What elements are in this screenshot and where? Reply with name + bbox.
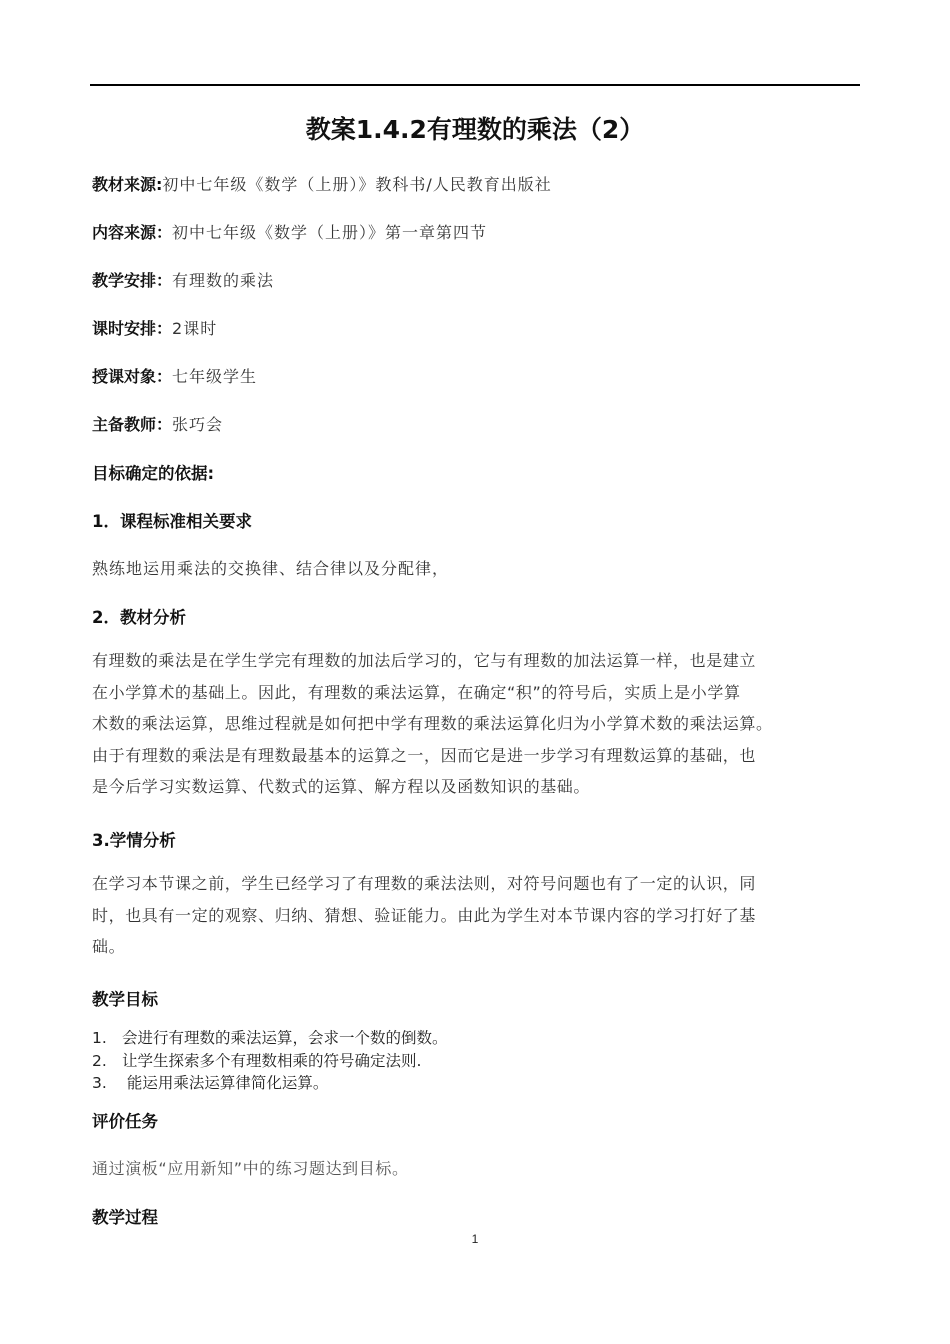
list-item: [92, 1027, 448, 1050]
list-item: [92, 1072, 448, 1095]
paragraph-line: 是今后学习实数运算、代数式的运算、解方程以及函数知识的基础。: [92, 777, 591, 796]
meta-label: 授课对象：: [92, 367, 173, 386]
paragraph-line: 术数的乘法运算，思维过程就是如何把中学有理数的乘法运算化归为小学算术数的乘法运算。: [92, 714, 773, 733]
goals-list: [92, 1027, 448, 1095]
list-text: 让学生探索多个有理数相乘的符号确定法则.: [122, 1051, 422, 1070]
list-text: 会进行有理数的乘法运算，会求一个数的倒数。: [122, 1029, 448, 1047]
meta-label: 教材来源:: [92, 175, 163, 194]
list-number: 2.: [92, 1051, 107, 1070]
list-number: 1.: [92, 1029, 107, 1047]
evaluation-text: 通过演板“应用新知”中的练习题达到目标。: [92, 1159, 409, 1178]
list-number: 3.: [92, 1074, 107, 1092]
meta-audience: [92, 364, 257, 387]
paragraph-line: 有理数的乘法是在学生学完有理数的加法后学习的，它与有理数的加法运算一样，也是建立: [92, 651, 757, 670]
paragraph-line: 由于有理数的乘法是有理数最基本的运算之一，因而它是进一步学习有理数运算的基础，也: [92, 745, 757, 765]
list-item: [92, 1050, 448, 1073]
section3-heading: 3.学情分析: [92, 831, 176, 850]
section1-heading: 1．课程标准相关要求: [92, 512, 252, 531]
meta-lead-teacher: [92, 412, 223, 435]
document-title: 教案1.4.2有理数的乘法（2）: [305, 115, 645, 144]
section1-text: 熟练地运用乘法的交换律、结合律以及分配律，: [92, 559, 450, 578]
meta-value: 初中七年级《数学（上册）》第一章第四节: [172, 223, 488, 242]
meta-label: 教学安排：: [92, 271, 173, 290]
meta-teaching-arrangement: [92, 268, 274, 291]
meta-textbook-source: [92, 172, 552, 195]
meta-value: 七年级学生: [172, 367, 258, 386]
basis-heading: 目标确定的依据:: [92, 464, 215, 483]
evaluation-heading: 评价任务: [92, 1112, 158, 1131]
section3-paragraph: [92, 868, 862, 963]
meta-label: 课时安排：: [92, 319, 173, 338]
meta-value: 初中七年级《数学（上册）》教科书/人民教育出版社: [162, 175, 552, 194]
paragraph-line: 时，也具有一定的观察、归纳、猜想、验证能力。由此为学生对本节课内容的学习打好了基: [92, 905, 757, 925]
process-heading: 教学过程: [92, 1208, 158, 1227]
meta-value: 有理数的乘法: [172, 271, 275, 290]
meta-value: 2课时: [172, 319, 218, 338]
meta-value: 张巧会: [172, 415, 224, 434]
meta-class-hours: [92, 316, 217, 339]
goals-heading: 教学目标: [92, 990, 158, 1009]
paragraph-line: 础。: [92, 937, 126, 956]
meta-label: 主备教师：: [92, 415, 173, 434]
list-text: 能运用乘法运算律简化运算。: [122, 1074, 329, 1092]
section2-heading: 2．教材分析: [92, 608, 186, 627]
section2-paragraph: [92, 645, 862, 803]
header-rule: [90, 84, 860, 86]
meta-label: 内容来源：: [92, 223, 173, 242]
paragraph-line: 在小学算术的基础上。因此，有理数的乘法运算，在确定“积”的符号后，实质上是小学算: [92, 682, 741, 702]
page-number: 1: [471, 1232, 479, 1246]
meta-content-source: [92, 220, 487, 243]
paragraph-line: 在学习本节课之前，学生已经学习了有理数的乘法法则，对符号问题也有了一定的认识，同: [92, 874, 757, 893]
